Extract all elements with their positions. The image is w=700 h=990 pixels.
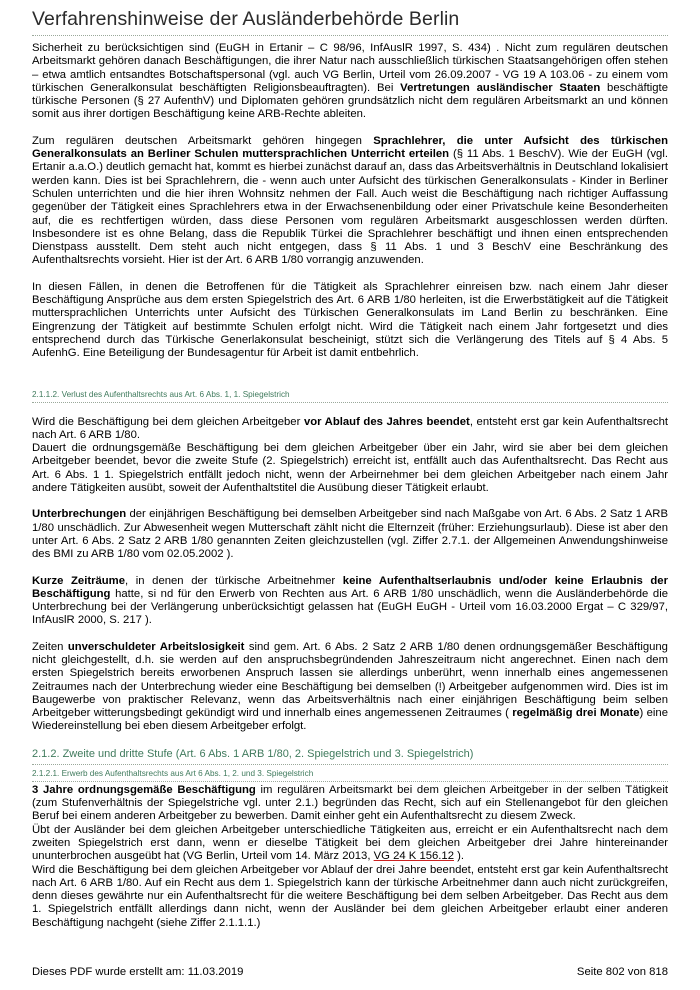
paragraph-einreise: In diesen Fällen, in denen die Betroffenen für die Tätigkeit als Sprachlehrer einreisen bzw. nach einem Jahr dieser Beschäftigung Ansprüche aus dem ersten Spiegelstrich des Art. 6 ARB 1/80 herleiten, ist die Erwerbstätigkeit auf die Tätigkeit muttersprachlichen Unterrichts unter Aufsicht des Türkischen Generalkonsulats im Land Berlin zu beschränken. Eine Eingrenzung der Tätigkeit auf bestimmte Schulen erfolgt nicht. Wird die Tätigkeit nach einem Jahr fortgesetzt und dies entsprechend durch das Türkische Generlakonsulat bescheinigt, stützt sich die Verlängerung des Titels auf § 4 Abs. 5 AufenhG. Eine Beteiligung der Bundesagentur für Arbeit ist damit entbehrlich. — [32, 280, 668, 360]
text-run: Sicherheit zu berücksichtigen sind (EuGH in Ertanir – C 98/96, InfAuslR 1997, S. 434) . Nicht zum regulären deutschen Arbeitsmarkt gehören danach Beschäftigungen, die ihrer Natur nach ausschließlich türkischen Staatsangehörigen offen stehen – etwa amtlich entsandtes Botschaftspersonal (vgl. auch VG Berlin, Urteil vom 26.09.2007 - VG 19 A 103.06 - zu einem vom türkischen Generalkonsulat beschäftigten Religionsbeauftragten). Bei — [32, 42, 668, 94]
text-run: der einjährigen Beschäftigung bei demselben Arbeitgeber sind nach Maßgabe von Art. 6 Abs. 2 Satz 1 ARB 1/80 unschädlich. Zur Abwesenheit wegen Mutterschaft zählt nicht die Elternzeit (früher: Erziehungsurlaub). Diese ist aber den unter Art. 6 Abs. 2 Satz 2 ARB 1/80 genannten Zeiten gleichzustellen (vgl. Ziffer 2.7.1. der Allgemeinen Anwendungshinweise des BMI zu ARB 1/80 vom 02.05.2002 ). — [32, 508, 668, 561]
text-run: , entsteht erst gar kein Aufenthaltsrecht nach Art. 6 ARB 1/80. — [32, 415, 668, 441]
document-body — [32, 42, 668, 930]
paragraph-arbeitslosigkeit — [32, 641, 668, 734]
text-run: , in denen der türkische Arbeitnehmer — [125, 574, 343, 587]
text-run: hatte, si nd für den Erwerb von Rechten aus Art. 6 ARB 1/80 unschädlich, wenn die Ausländerbehörde die Unterbrechung bei der Verlängerung unberücksichtigt gelassen hat (EuGH EuGH - Urteil vom 16.03.2000 Ergat – C 329/97, InfAuslR 2000, S. 217 ). — [32, 587, 668, 627]
text-run: ). — [454, 850, 465, 863]
bold-text: Kurze Zeiträume — [32, 574, 125, 587]
text-run: Zeiten — [32, 640, 68, 653]
text-run: Zum regulären deutschen Arbeitsmarkt gehören hingegen — [32, 134, 374, 147]
paragraph-unterbrechungen — [32, 508, 668, 561]
page-header-title: Verfahrenshinweise der Ausländerbehörde Berlin — [32, 8, 668, 36]
bold-text: unverschuldeter Arbeitslosigkeit — [67, 640, 245, 653]
text-run: Übt der Ausländer bei dem gleichen Arbeitgeber unterschiedliche Tätigkeiten aus, erreicht er ein Aufenthaltsrecht nach dem zweiten Spiegelstrich erst dann, wenn er dieselbe Tätigkeit bei dem gleichen Arbeitgeber drei Jahre hintereinander ununterbrochen ausgeübt hat (VG Berlin, Urteil vom 14. März 2013, — [32, 823, 668, 863]
bold-text: 3 Jahre ordnungsgemäße Beschäftigung — [32, 783, 256, 796]
text-run: ) eine Wiedereinstellung bei eben diesem Arbeitgeber erfolgt. — [32, 707, 668, 733]
text-run: Dauert die ordnungsgemäße Beschäftigung bei dem gleichen Arbeitgeber über ein Jahr, wird sie aber bei dem gleichen Arbeitgeber beendet, bevor die zweite Stufe (2. Spiegelstrich) erreicht ist, entfällt auch das Aufenthaltsrecht. Das Recht aus Art. 6 Abs. 1 1. Spiegelstrich entfällt jedoch nicht, wenn der Arbeirnehmer bei dem gleichen Arbeitgeber nach einem Jahr andere Tätigkeiten ausübt, soweit der Aufenthaltstitel die Ausübung dieser Tätigkeit erlaubt. — [32, 442, 668, 495]
text-run: Wird die Beschäftigung bei dem gleichen Arbeitgeber vor Ablauf der drei Jahre beendet, entsteht erst gar kein Aufenthaltsrecht nach Art. 6 ARB 1/80. Auf ein Recht aus dem 1. Spiegelstrich kann der türkische Arbeitnehmer dann auch nicht zurückgreifen, denn dieses gewährte nur ein Aufenthaltsrecht für die weitere Beschäftigung bei dem selben Arbeitgeber. Das Recht aus dem 1. Spiegelstrich entfällt allerdings dann nicht, wenn der Ausländer bei dem gleichen Arbeitgeber erlaubt einer anderen Beschäftigung nachgeht (siehe Ziffer 2.1.1.1.) — [32, 863, 668, 929]
footer-page-number: Seite 802 von 818 — [576, 966, 668, 978]
paragraph-verlust — [32, 416, 668, 496]
section-heading-2-1-2: 2.1.2. Zweite und dritte Stufe (Art. 6 Abs. 1 ARB 1/80, 2. Spiegelstrich und 3. Spiegelstrich) — [32, 747, 668, 765]
text-run: sind gem. Art. 6 Abs. 2 Satz 2 ARB 1/80 denen ordnungsgemäßer Beschäftigung nicht gleichgestellt, d.h. sie werden auf den anspruchsbegründenden Jahreszeitraum nicht angerechnet. Einen nach dem ersten Spiegelstrich bereits erworbenen Anspruch lassen sie allerdings unberührt, wenn innerhalb eines angemessenen Zeitraumes nach der Unterbrechung wieder eine Beschäftigung bei demselben (!) Arbeitgeber aufgenommen wird. Dies ist im Baugewerbe von praktischer Relevanz, wenn das Arbeitsverhältnis nach einer einjährigen Beschäftigung beim selben Arbeitgeber witterungsbedingt gekündigt wird und innerhalb eines angemessenen Zeitraumes ( — [32, 640, 668, 720]
paragraph-vertretungen — [32, 42, 668, 122]
bold-text: Unterbrechungen — [32, 508, 127, 521]
bold-text: keine Aufenthaltserlaubnis und/oder keine Erlaubnis der Beschäftigung — [32, 574, 668, 600]
paragraph-drei-jahre — [32, 784, 668, 930]
bold-text: Sprachlehrer, die unter Aufsicht des türkischen Generalkonsulats an Berliner Schulen muttersprachlichen Unterricht erteilen — [32, 134, 668, 161]
bold-text: regelmäßig drei Monate — [512, 707, 640, 720]
section-heading-2-1-2-1: 2.1.2.1. Erwerb des Aufenthaltsrechts aus Art 6 Abs. 1, 2. und 3. Spiegelstrich — [32, 768, 668, 782]
paragraph-kurze-zeitraeume — [32, 575, 668, 628]
bold-text: Vertretungen ausländischer Staaten — [400, 81, 601, 94]
text-run: Wird die Beschäftigung bei dem gleichen Arbeitgeber — [32, 415, 304, 428]
text-run: beschäftigte türkische Personen (§ 27 AufenthV) und Diplomaten gehören grundsätzlich nicht dem regulären Arbeitsmarkt an und können somit aus ihrer dortigen Beschäftigung keine ARB-Rechte ableiten. — [32, 81, 668, 121]
text-run: im regulären Arbeitsmarkt bei dem gleichen Arbeitgeber in der selben Tätigkeit (zum Stufenverhältnis der Spiegelstriche vgl. unter 2.1.) begründen das Recht, sich auf ein Stellenangebot für den gleichen Beruf bei einem anderen Arbeitgeber zu bewerben. Damit einher geht ein Aufenthaltsrecht zu diesem Zweck. — [32, 783, 668, 823]
page-footer — [32, 966, 668, 978]
section-heading-2-1-1-2: 2.1.1.2. Verlust des Aufenthaltsrechts aus Art. 6 Abs. 1, 1. Spiegelstrich — [32, 389, 668, 403]
bold-text: vor Ablauf des Jahres beendet — [303, 415, 470, 428]
footer-created-date: Dieses PDF wurde erstellt am: 11.03.2019 — [32, 966, 244, 978]
text-run: (§ 11 Abs. 1 BeschV). Wie der EuGH (vgl. Ertanir a.a.O.) deutlich gemacht hat, kommt es hierbei zunächst darauf an, dass das Arbeitsverhältnis in Deutschland lokalisiert werden kann. Dies ist bei Sprachlehrern, die - wenn auch unter Aufsicht des türkischen Generalkonsulats - Kinder in Berliner Schulen unterrichten und die hier ihren Wohnsitz nehmen der Fall. Auch weist die Beschäftigung nach richtiger Auffassung gegenüber der Tätigkeit eines Sprachlehrers etwa in der Erwachsenenbildung oder einer Privatschule keine Besonderheiten auf, die es rechtfertigen würden, dass diese Personen vom regulären Arbeitsmarkt ausgeschlossen werden dürften. Insbesondere ist es ohne Belang, dass die Republik Türkei die Sprachlehrer beschäftigt und ihnen einen entsprechenden Dienstpass ausstellt. Dem steht auch nicht entgegen, dass § 11 Abs. 1 und 3 BeschV eine Beschränkung des Aufenthaltsrechts vorsieht. Hier ist der Art. 6 ARB 1/80 vorrangig anzuwenden. — [32, 148, 668, 267]
case-reference-link[interactable]: VG 24 K 156.12 — [373, 850, 455, 863]
paragraph-sprachlehrer — [32, 135, 668, 268]
